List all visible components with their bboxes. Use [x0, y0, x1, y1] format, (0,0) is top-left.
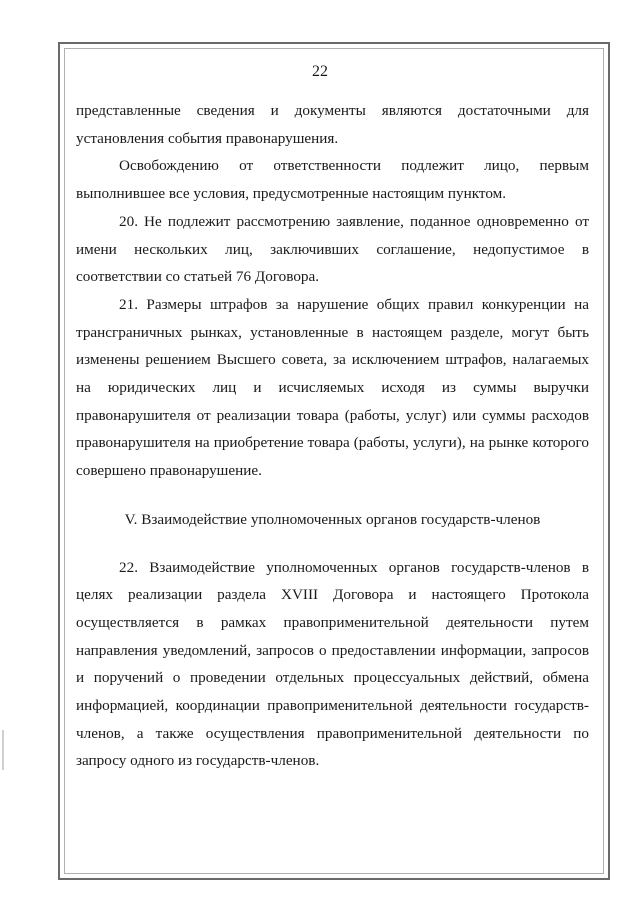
paragraph-continuation: представленные сведения и документы являются достаточными для установления события правонарушения. [76, 102, 589, 147]
paragraph-item-22: 22. Взаимодействие уполномоченных органов государств-членов в целях реализации раздела XVIII Договора и настоящего Протокола осуществляется в рамках правоприменительной деятельности путем направления уведомлений, запросов о предоставлении информации, запросов и поручений о проведении отдельных процессуальных действий, обмена информацией, координации правоприменительной деятельности государств-членов, а также осуществления правоприменительной деятельности по запросу одного из государств-членов. [76, 558, 589, 770]
scan-artifact [2, 730, 4, 770]
paragraph-item-20: 20. Не подлежит рассмотрению заявление, поданное одновременно от имени нескольких лиц, заключивших соглашение, недопустимое в соответствии со статьей 76 Договора. [76, 212, 589, 286]
document-body [76, 97, 589, 775]
paragraph-item-21: 21. Размеры штрафов за нарушение общих правил конкуренции на трансграничных рынках, установленные в настоящем разделе, могут быть изменены решением Высшего совета, за исключением штрафов, налагаемых на юридических лиц и исчисляемых исходя из суммы выручки правонарушителя от реализации товара (работы, услуг) или суммы расходов правонарушителя на приобретение товара (работы, услуги), на рынке которого совершено правонарушение. [76, 295, 589, 480]
paragraph-exemption: Освобождению от ответственности подлежит лицо, первым выполнившее все условия, предусмотренные настоящим пунктом. [76, 157, 589, 203]
page-number: 22 [312, 63, 328, 80]
section-heading: V. Взаимодействие уполномоченных органов государств-членов [124, 510, 541, 528]
